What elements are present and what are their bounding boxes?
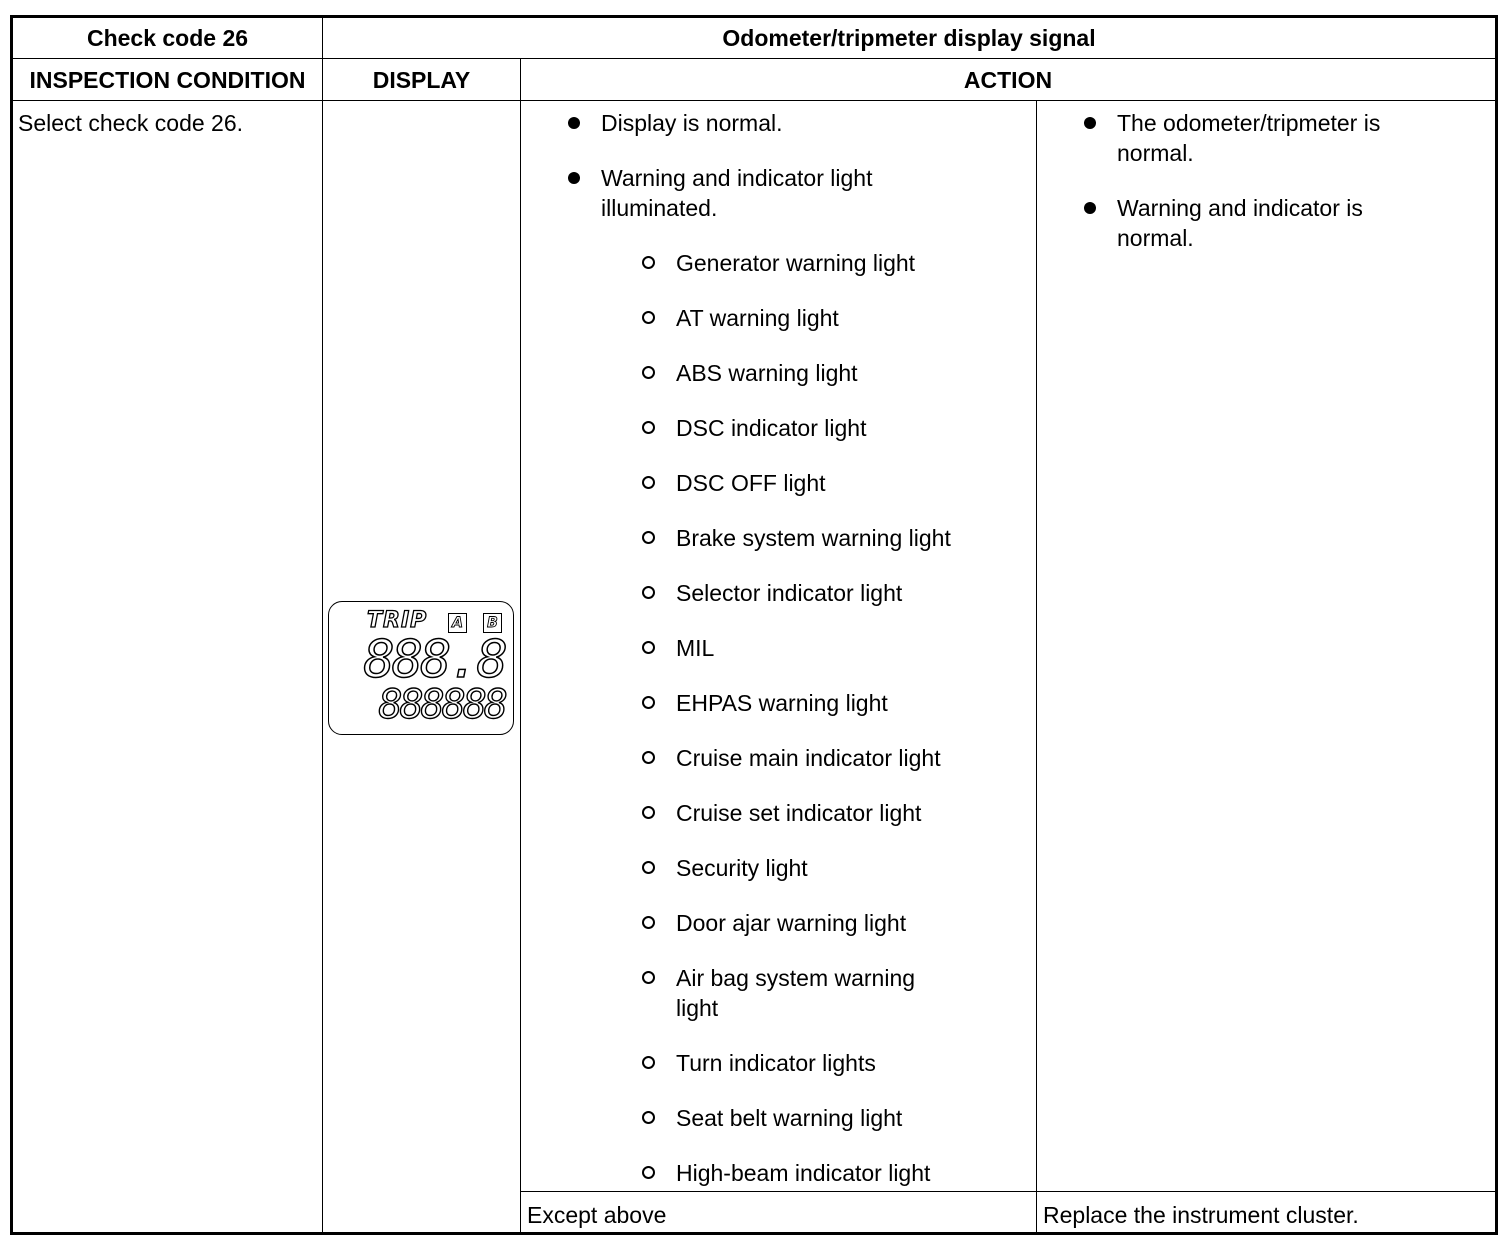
- bullet-icon: [1084, 117, 1096, 129]
- bullet-icon: [568, 117, 580, 129]
- list-item: Brake system warning light: [676, 523, 986, 553]
- divider-col-1: [322, 15, 323, 1235]
- odometer-digits: 888888: [378, 682, 505, 728]
- tripmeter-digits: 888.8: [363, 630, 505, 690]
- circle-bullet-icon: [642, 311, 655, 324]
- divider-col-3: [1036, 100, 1037, 1235]
- normal-check-list: [601, 108, 1021, 248]
- list-item: High-beam indicator light: [676, 1158, 986, 1188]
- list-item: AT warning light: [676, 303, 986, 333]
- circle-bullet-icon: [642, 531, 655, 544]
- trip-a-indicator: A: [448, 613, 467, 633]
- list-item: Seat belt warning light: [676, 1103, 986, 1133]
- list-item: Generator warning light: [676, 248, 986, 278]
- list-item: MIL: [676, 633, 986, 663]
- circle-bullet-icon: [642, 1056, 655, 1069]
- circle-bullet-icon: [642, 751, 655, 764]
- list-item: Warning and indicator is normal.: [1117, 193, 1417, 253]
- list-item: The odometer/tripmeter is normal.: [1117, 108, 1417, 168]
- list-item: Cruise main indicator light: [676, 743, 986, 773]
- circle-bullet-icon: [642, 1111, 655, 1124]
- circle-bullet-icon: [642, 861, 655, 874]
- inspection-condition-header: INSPECTION CONDITION: [29, 66, 306, 93]
- circle-bullet-icon: [642, 421, 655, 434]
- divider-col-2: [520, 59, 521, 1235]
- circle-bullet-icon: [642, 641, 655, 654]
- trip-label: TRIP: [367, 608, 428, 633]
- bullet-icon: [1084, 202, 1096, 214]
- warning-light-list: [676, 248, 986, 1213]
- except-action-text: Replace the instrument cluster.: [1043, 1202, 1359, 1228]
- list-item: EHPAS warning light: [676, 688, 986, 718]
- inspection-condition-text: Select check code 26.: [18, 110, 244, 136]
- check-code-title: Check code 26: [86, 24, 249, 51]
- circle-bullet-icon: [642, 476, 655, 489]
- list-item: Cruise set indicator light: [676, 798, 986, 828]
- divider-row-2: [10, 100, 1498, 101]
- circle-bullet-icon: [642, 971, 655, 984]
- odometer-lcd-display: [328, 601, 514, 735]
- list-item: Door ajar warning light: [676, 908, 986, 938]
- divider-row-3: [520, 1191, 1498, 1192]
- list-item: Warning and indicator light illuminated.: [601, 163, 941, 223]
- list-item: DSC OFF light: [676, 468, 986, 498]
- list-item: Turn indicator lights: [676, 1048, 986, 1078]
- circle-bullet-icon: [642, 916, 655, 929]
- circle-bullet-icon: [642, 256, 655, 269]
- list-item: Air bag system warning light: [676, 963, 946, 1023]
- list-item: DSC indicator light: [676, 413, 986, 443]
- list-item: Security light: [676, 853, 986, 883]
- bullet-icon: [568, 172, 580, 184]
- signal-title: Odometer/tripmeter display signal: [722, 24, 1096, 51]
- list-item: ABS warning light: [676, 358, 986, 388]
- list-item: Selector indicator light: [676, 578, 986, 608]
- except-condition-text: Except above: [527, 1202, 667, 1228]
- circle-bullet-icon: [642, 586, 655, 599]
- circle-bullet-icon: [642, 806, 655, 819]
- trip-b-indicator: B: [483, 613, 502, 633]
- result-list: [1117, 108, 1417, 278]
- circle-bullet-icon: [642, 366, 655, 379]
- divider-row-1: [10, 58, 1498, 59]
- list-item: Display is normal.: [601, 108, 1021, 138]
- action-header: ACTION: [963, 66, 1053, 93]
- circle-bullet-icon: [642, 696, 655, 709]
- circle-bullet-icon: [642, 1166, 655, 1179]
- display-header: DISPLAY: [372, 66, 471, 93]
